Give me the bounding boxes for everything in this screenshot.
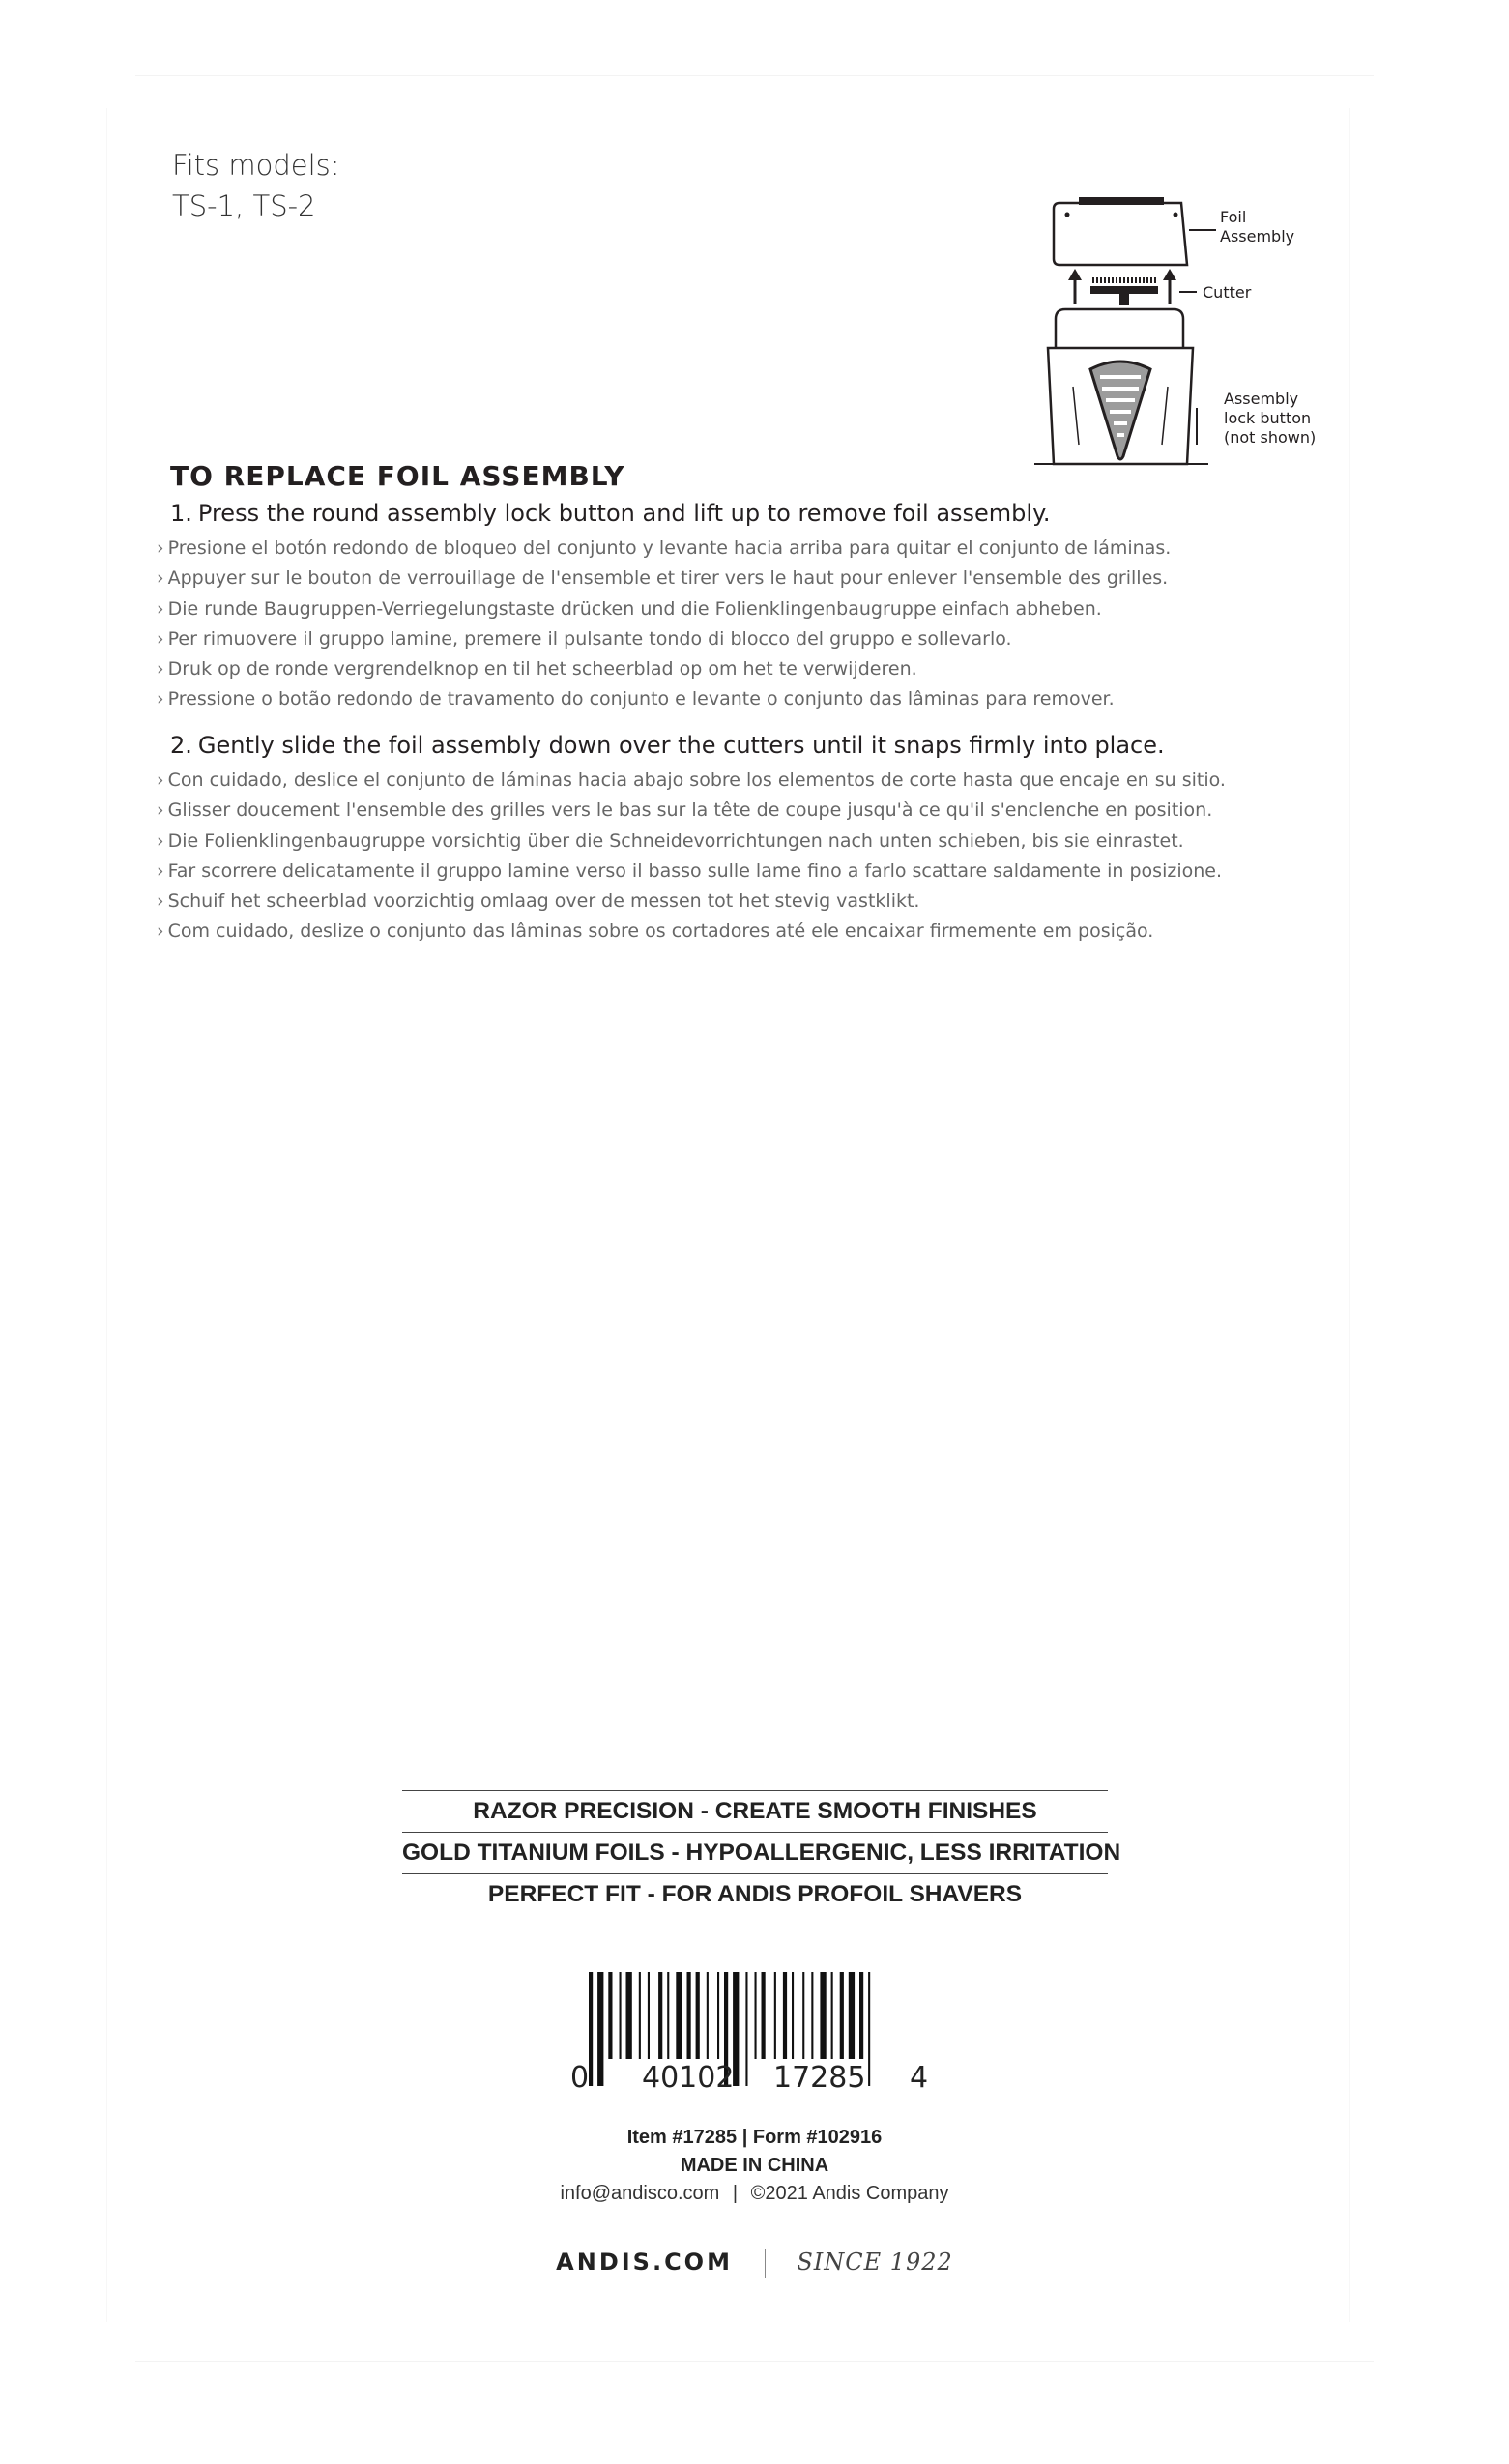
barcode-bar xyxy=(762,1972,766,2059)
barcode-bar xyxy=(802,1972,804,2059)
brand-line xyxy=(0,2248,1509,2278)
feature-item: RAZOR PRECISION - CREATE SMOOTH FINISHES xyxy=(402,1790,1108,1832)
email-link[interactable]: info@andisco.com xyxy=(560,2183,720,2204)
barcode-digit-left: 0 xyxy=(570,2061,590,2095)
since-text: SINCE 1922 xyxy=(797,2248,953,2276)
barcode-bar xyxy=(783,1972,787,2059)
barcode-bar xyxy=(597,1972,603,2086)
barcode-bar xyxy=(589,1972,593,2086)
barcode-bar xyxy=(620,1972,622,2059)
barcode-bar xyxy=(755,1972,757,2059)
frame-top-line xyxy=(135,75,1374,76)
barcode-bar xyxy=(849,1972,855,2059)
barcode-bar xyxy=(687,1972,691,2059)
barcode-bar xyxy=(676,1972,682,2059)
translation-fr: › Glisser doucement l'ensemble des grilles vers le bas sur la tête de coupe jusqu'à ce qu'il s'enclenche en position. xyxy=(157,799,1213,822)
barcode-bar xyxy=(859,1972,863,2059)
section-title: TO REPLACE FOIL ASSEMBLY xyxy=(170,460,625,492)
fits-models-list: TS-1, TS-2 xyxy=(172,189,316,222)
barcode-bar xyxy=(820,1972,826,2059)
translation-pt: › Com cuidado, deslize o conjunto das lâminas sobre os cortadores até ele encaixar firmemente em posição. xyxy=(157,920,1154,942)
translation-es: › Con cuidado, deslice el conjunto de láminas hacia abajo sobre los elementos de corte hasta que encaje en su sitio. xyxy=(157,769,1226,791)
translation-de: › Die Folienklingenbaugruppe vorsichtig über die Schneidevorrichtungen nach unten schieben, bis sie einrastet. xyxy=(157,829,1184,852)
frame-bottom-line xyxy=(135,2361,1374,2362)
step-1-main xyxy=(170,497,1184,530)
step-1-translations xyxy=(157,534,1171,715)
barcode-bar xyxy=(811,1972,813,2059)
foil-label-1: Foil xyxy=(1220,208,1247,226)
barcode-group-1: 40102 xyxy=(642,2061,735,2095)
footer-separator: | xyxy=(732,2183,739,2204)
barcode-bar xyxy=(658,1972,662,2059)
feature-item: PERFECT FIT - FOR ANDIS PROFOIL SHAVERS xyxy=(402,1873,1108,1915)
translation-it: › Far scorrere delicatamente il gruppo lamine verso il basso sulle lame fino a farlo scattare saldamente in posizione. xyxy=(157,859,1222,882)
barcode-bar xyxy=(648,1972,650,2059)
barcode-bar xyxy=(774,1972,776,2059)
foil-assembly-icon xyxy=(1054,197,1187,265)
fits-models-heading: Fits models: xyxy=(172,149,340,182)
website-link[interactable]: ANDIS.COM xyxy=(556,2248,733,2276)
made-in-label: MADE IN CHINA xyxy=(680,2155,829,2176)
brand-divider xyxy=(765,2249,766,2278)
frame-left-line xyxy=(106,108,107,2322)
barcode-bar xyxy=(696,1972,700,2059)
barcode-bar xyxy=(608,1972,612,2059)
fits-models xyxy=(172,145,340,226)
translation-es: › Presione el botón redondo de bloqueo del conjunto y levante hacia arriba para quitar el conjunto de láminas. xyxy=(157,537,1172,559)
step-2-number: 2. xyxy=(170,732,192,759)
translation-nl: › Druk op de ronde vergrendelknop en til het scheerblad op om het te verwijderen. xyxy=(157,658,917,681)
step-2-translations xyxy=(157,766,1226,947)
translation-de: › Die runde Baugruppen-Verriegelungstaste drücken und die Folienklingenbaugruppe einfach abheben. xyxy=(157,597,1102,620)
barcode-bar xyxy=(707,1972,709,2059)
step-2-main xyxy=(170,729,1239,762)
lock-label-3: (not shown) xyxy=(1224,428,1317,447)
translation-nl: › Schuif het scheerblad voorzichtig omlaag over de messen tot het stevig vastklikt. xyxy=(157,890,920,913)
shaver-body-icon xyxy=(1034,309,1208,464)
step-2-text: Gently slide the foil assembly down over the cutters until it snaps firmly into place. xyxy=(197,732,1165,759)
contact-line xyxy=(0,2183,1509,2205)
cutter-label: Cutter xyxy=(1203,283,1252,302)
lock-label-1: Assembly xyxy=(1224,390,1299,408)
translation-pt: › Pressione o botão redondo de travamento do conjunto e levante o conjunto das lâminas para remover. xyxy=(157,688,1115,710)
step-1-number: 1. xyxy=(170,500,192,527)
translation-fr: › Appuyer sur le bouton de verrouillage de l'ensemble et tirer vers le haut pour enlever l'ensemble des grilles. xyxy=(157,567,1169,590)
foil-label-2: Assembly xyxy=(1220,227,1295,246)
barcode-bar xyxy=(639,1972,641,2059)
barcode-bar xyxy=(831,1972,833,2059)
cutter-icon xyxy=(1090,280,1158,305)
barcode-bar xyxy=(667,1972,669,2059)
barcode-bar xyxy=(868,1972,870,2086)
barcode-bar xyxy=(717,1972,719,2059)
shaver-diagram xyxy=(1034,184,1353,474)
barcode-bar xyxy=(840,1972,844,2059)
step-2 xyxy=(157,729,1239,947)
step-1 xyxy=(157,497,1184,715)
barcode-bar xyxy=(792,1972,794,2059)
feature-list xyxy=(402,1790,1121,1915)
barcode-bar xyxy=(745,1972,747,2086)
step-1-text: Press the round assembly lock button and lift up to remove foil assembly. xyxy=(197,500,1051,527)
feature-item: GOLD TITANIUM FOILS - HYPOALLERGENIC, LESS IRRITATION xyxy=(402,1832,1108,1873)
barcode xyxy=(567,1972,935,2107)
translation-it: › Per rimuovere il gruppo lamine, premere il pulsante tondo di blocco del gruppo e sollevarlo. xyxy=(157,627,1012,650)
copyright-text: ©2021 Andis Company xyxy=(750,2183,949,2204)
barcode-group-2: 17285 xyxy=(773,2061,866,2095)
lock-label-2: lock button xyxy=(1224,409,1312,427)
barcode-digit-right: 4 xyxy=(910,2061,929,2095)
item-form-number: Item #17285 | Form #102916 xyxy=(626,2127,883,2148)
barcode-bar xyxy=(626,1972,632,2059)
